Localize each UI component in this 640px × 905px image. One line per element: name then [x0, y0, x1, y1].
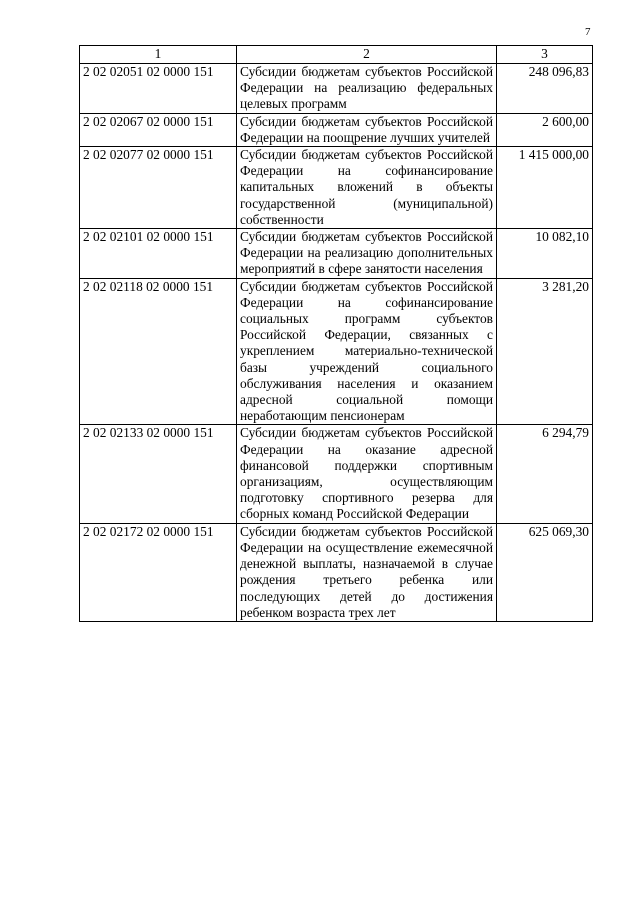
- subsidy-name: Субсидии бюджетам субъектов Российской Федерации на реализацию федеральных целевых программ: [237, 64, 497, 114]
- column-header-1: 1: [80, 46, 237, 64]
- amount: 2 600,00: [497, 113, 593, 146]
- amount: 625 069,30: [497, 523, 593, 621]
- budget-table: [79, 45, 593, 622]
- amount: 3 281,20: [497, 278, 593, 425]
- page-number: 7: [585, 26, 591, 38]
- subsidy-name: Субсидии бюджетам субъектов Российской Федерации на оказание адресной финансовой поддержки спортивным организациям, осуществляющим подготовку спортивного резерва для сборных команд Российской Федерации: [237, 425, 497, 523]
- table-body: [80, 64, 593, 622]
- budget-code: 2 02 02172 02 0000 151: [80, 523, 237, 621]
- subsidy-name: Субсидии бюджетам субъектов Российской Федерации на осуществление ежемесячной денежной выплаты, назначаемой в случае рождения третьего ребенка или последующих детей до достижения ребенком возраста трех лет: [237, 523, 497, 621]
- subsidy-name: Субсидии бюджетам субъектов Российской Федерации на софинансирование социальных программ субъектов Российской Федерации, связанных с укреплением материально-технической базы учреждений социального обслуживания населения и оказанием адресной социальной помощи неработающим пенсионерам: [237, 278, 497, 425]
- header-row: [80, 46, 593, 64]
- table-row: [80, 113, 593, 146]
- table-row: [80, 229, 593, 279]
- table-row: [80, 425, 593, 523]
- budget-code: 2 02 02051 02 0000 151: [80, 64, 237, 114]
- column-header-3: 3: [497, 46, 593, 64]
- table-row: [80, 278, 593, 425]
- table-row: [80, 64, 593, 114]
- subsidy-name: Субсидии бюджетам субъектов Российской Федерации на поощрение лучших учителей: [237, 113, 497, 146]
- amount: 248 096,83: [497, 64, 593, 114]
- table-row: [80, 523, 593, 621]
- budget-code: 2 02 02118 02 0000 151: [80, 278, 237, 425]
- amount: 6 294,79: [497, 425, 593, 523]
- table-row: [80, 147, 593, 229]
- budget-code: 2 02 02101 02 0000 151: [80, 229, 237, 279]
- amount: 10 082,10: [497, 229, 593, 279]
- budget-code: 2 02 02133 02 0000 151: [80, 425, 237, 523]
- budget-code: 2 02 02067 02 0000 151: [80, 113, 237, 146]
- table-header: [80, 46, 593, 64]
- subsidy-name: Субсидии бюджетам субъектов Российской Федерации на софинансирование капитальных вложений в объекты государственной (муниципальной) собственности: [237, 147, 497, 229]
- budget-code: 2 02 02077 02 0000 151: [80, 147, 237, 229]
- amount: 1 415 000,00: [497, 147, 593, 229]
- subsidy-name: Субсидии бюджетам субъектов Российской Федерации на реализацию дополнительных мероприятий в сфере занятости населения: [237, 229, 497, 279]
- column-header-2: 2: [237, 46, 497, 64]
